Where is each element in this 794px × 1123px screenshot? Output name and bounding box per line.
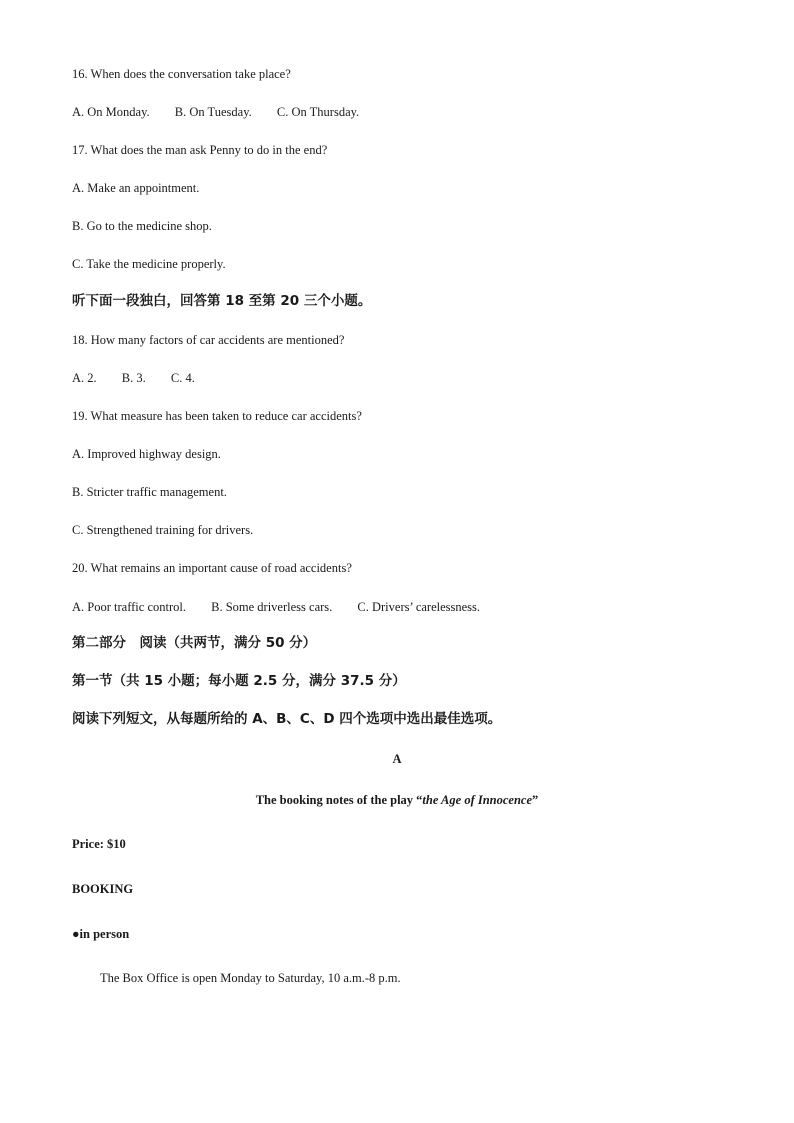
q16-option-b: B. On Tuesday. xyxy=(174,105,252,119)
q18-option-c: C. 4. xyxy=(170,371,195,385)
passage-title-suffix: ” xyxy=(532,793,539,807)
q18-options xyxy=(72,370,217,386)
passage-title-italic: the Age of Innocence xyxy=(422,793,533,807)
price-label: Price: $10 xyxy=(72,837,126,851)
q17-stem: 17. What does the man ask Penny to do in the end? xyxy=(72,143,328,157)
q19-stem: 19. What measure has been taken to reduce car accidents? xyxy=(72,409,362,423)
passage-title-prefix: The booking notes of the play “ xyxy=(255,793,423,807)
q17-option-c: C. Take the medicine properly. xyxy=(72,257,226,271)
booking-heading: BOOKING xyxy=(72,882,134,896)
q16-option-c: C. On Thursday. xyxy=(276,105,360,119)
q17-option-a: A. Make an appointment. xyxy=(72,181,200,195)
q20-option-a: A. Poor traffic control. xyxy=(72,600,186,614)
q18-option-a: A. 2. xyxy=(72,371,97,385)
q16-stem: 16. When does the conversation take place? xyxy=(72,67,291,81)
passage-letter: A xyxy=(392,752,402,766)
q18-stem: 18. How many factors of car accidents are mentioned? xyxy=(72,333,345,347)
instruction-18-20: 听下面一段独白，回答第 18 至第 20 三个小题。 xyxy=(72,293,372,309)
passage-title xyxy=(0,792,794,808)
section1-title: 第一节（共 15 小题；每小题 2.5 分，满分 37.5 分） xyxy=(72,673,406,689)
reading-instruction: 阅读下列短文，从每题所给的 A、B、C、D 四个选项中选出最佳选项。 xyxy=(72,711,502,727)
q19-option-a: A. Improved highway design. xyxy=(72,447,221,461)
q17-option-b: B. Go to the medicine shop. xyxy=(72,219,212,233)
q19-option-b: B. Stricter traffic management. xyxy=(72,485,227,499)
q18-option-b: B. 3. xyxy=(121,371,146,385)
box-office-text: The Box Office is open Monday to Saturday, 10 a.m.-8 p.m. xyxy=(100,971,401,985)
q16-options xyxy=(72,104,381,120)
q20-stem: 20. What remains an important cause of road accidents? xyxy=(72,561,352,575)
q20-option-c: C. Drivers’ carelessness. xyxy=(357,600,481,614)
q19-option-c: C. Strengthened training for drivers. xyxy=(72,523,254,537)
part2-title: 第二部分 阅读（共两节，满分 50 分） xyxy=(72,635,317,651)
q16-option-a: A. On Monday. xyxy=(72,105,150,119)
q20-options xyxy=(72,599,502,615)
in-person-heading: ●in person xyxy=(72,927,130,941)
q20-option-b: B. Some driverless cars. xyxy=(211,600,333,614)
